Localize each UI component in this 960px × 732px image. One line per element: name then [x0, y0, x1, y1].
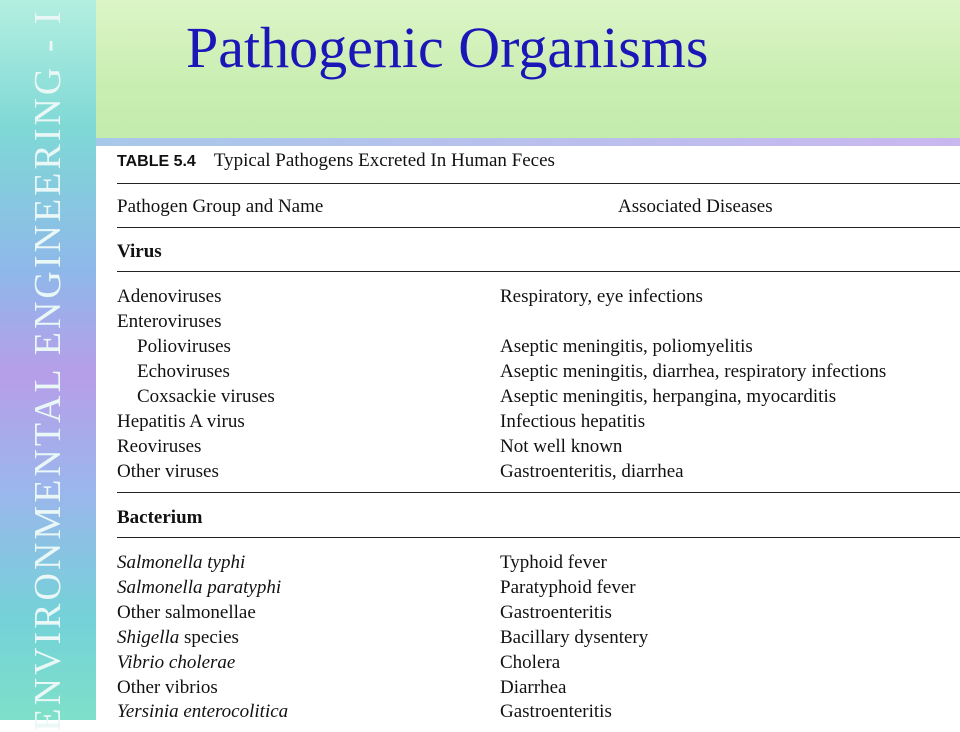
table-row: [0, 386, 960, 411]
column-header-pathogen: Pathogen Group and Name: [117, 196, 324, 217]
pathogen-name: Shigella species: [117, 627, 239, 648]
table-row: [0, 411, 960, 436]
course-title: ENVIRONMENTAL ENGINEERING - I: [27, 8, 69, 732]
pathogen-name: Enteroviruses: [117, 311, 222, 332]
associated-disease: Respiratory, eye infections: [500, 286, 703, 307]
group-virus: Virus: [117, 241, 162, 262]
associated-disease: Typhoid fever: [500, 552, 607, 573]
associated-disease: Gastroenteritis: [500, 701, 612, 722]
pathogen-name: Hepatitis A virus: [117, 411, 245, 432]
pathogen-name: Other salmonellae: [117, 602, 256, 623]
table-row: [0, 311, 960, 336]
pathogen-name: Vibrio cholerae: [117, 652, 236, 673]
table-row: [0, 652, 960, 677]
pathogen-name: Yersinia enterocolitica: [117, 701, 289, 722]
associated-disease: Gastroenteritis, diarrhea: [500, 461, 684, 482]
associated-disease: Not well known: [500, 436, 623, 457]
table-row: [0, 436, 960, 461]
table-rule-header: [117, 227, 960, 228]
table-row: [0, 552, 960, 577]
table-row: [0, 461, 960, 486]
associated-disease: Cholera: [500, 652, 561, 673]
group-bacterium: Bacterium: [117, 507, 203, 528]
table-caption: [117, 150, 555, 172]
associated-disease: Diarrhea: [500, 677, 567, 698]
table-row: [0, 577, 960, 602]
title-underline: [96, 138, 960, 146]
associated-disease: Gastroenteritis: [500, 602, 612, 623]
table-row: [0, 677, 960, 702]
pathogen-name: Other vibrios: [117, 677, 218, 698]
associated-disease: Infectious hepatitis: [500, 411, 646, 432]
associated-disease: Aseptic meningitis, diarrhea, respiratory infections: [500, 361, 887, 382]
table-row: [0, 602, 960, 627]
table-rule-bacterium: [117, 537, 960, 538]
pathogen-name: Salmonella paratyphi: [117, 577, 282, 598]
column-header-diseases: Associated Diseases: [618, 196, 773, 217]
associated-disease: Paratyphoid fever: [500, 577, 636, 598]
table-row: [0, 361, 960, 386]
pathogen-name: Reoviruses: [117, 436, 202, 457]
associated-disease: Aseptic meningitis, herpangina, myocarditis: [500, 386, 837, 407]
pathogen-name: Echoviruses: [137, 361, 230, 382]
associated-disease: Bacillary dysentery: [500, 627, 649, 648]
table-rule-top: [117, 183, 960, 184]
associated-disease: Aseptic meningitis, poliomyelitis: [500, 336, 753, 357]
pathogen-name: Salmonella typhi: [117, 552, 246, 573]
table-row: [0, 701, 960, 726]
table-rule-virus: [117, 271, 960, 272]
pathogen-name: Coxsackie viruses: [137, 386, 275, 407]
pathogen-name: Other viruses: [117, 461, 219, 482]
pathogen-name: Polioviruses: [137, 336, 231, 357]
slide-title: Pathogenic Organisms: [186, 15, 709, 80]
table-row: [0, 627, 960, 652]
table-number: TABLE 5.4: [117, 153, 196, 170]
table-rule-bacterium-top: [117, 492, 960, 493]
pathogen-name: Adenoviruses: [117, 286, 222, 307]
table-row: [0, 336, 960, 361]
table-row: [0, 286, 960, 311]
table-caption-text: Typical Pathogens Excreted In Human Feces: [213, 150, 555, 171]
